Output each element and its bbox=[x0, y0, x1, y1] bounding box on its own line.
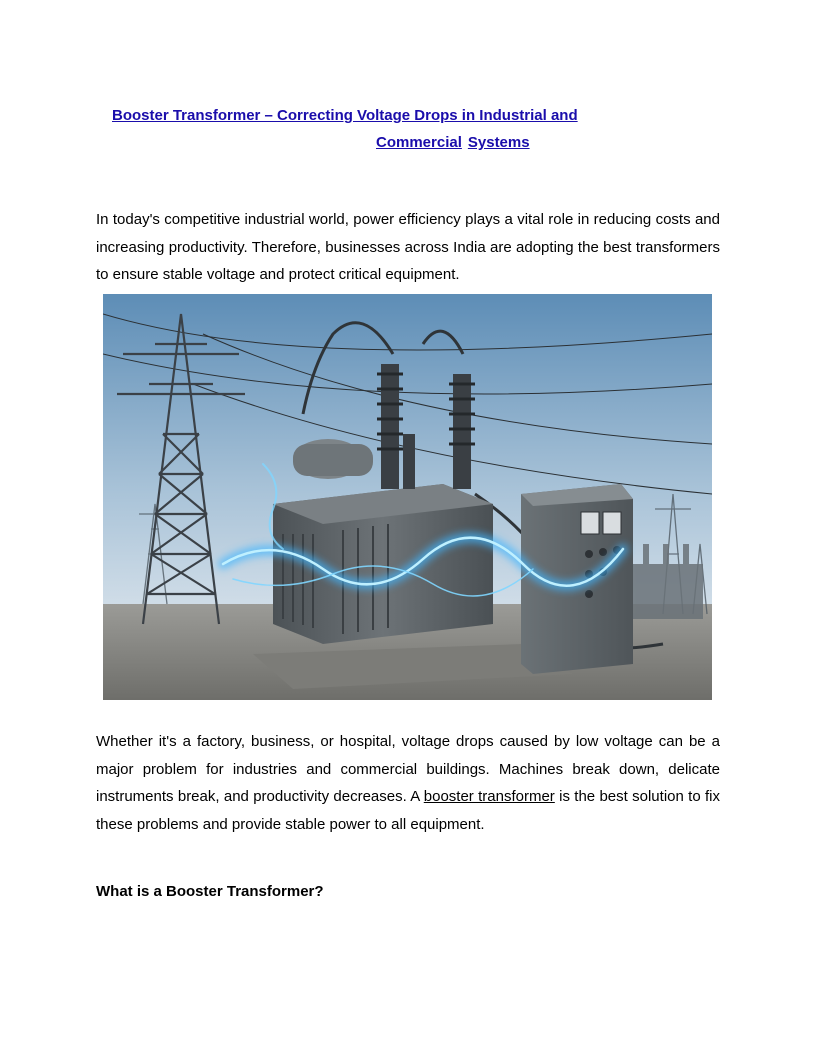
body-text-after-link: is the best solution to fix these problems and provide stable power to all equipment. bbox=[96, 788, 720, 833]
section-heading: What is a Booster Transformer? bbox=[96, 883, 324, 900]
intro-paragraph: In today's competitive industrial world, power efficiency plays a vital role in reducing costs and increasing productivity. Therefore, businesses across India are adopting the best transformers to ensure stable voltage and protect critical equipment. bbox=[96, 211, 720, 283]
hero-image-transformer bbox=[103, 294, 712, 700]
title-link-line1[interactable]: Booster Transformer – Correcting Voltage Drops in Industrial and bbox=[112, 107, 578, 124]
body-paragraph bbox=[96, 728, 720, 838]
title-link-commercial[interactable]: Commercial bbox=[376, 134, 462, 151]
body-text-before-link: Whether it's a factory, business, or hospital, voltage drops caused by low voltage can be a major problem for industries and commercial buildings. Machines break down, delicate instruments break, and productivity decreases. A bbox=[96, 733, 720, 805]
booster-transformer-link[interactable]: booster transformer bbox=[423, 788, 555, 805]
title-line2 bbox=[376, 133, 530, 153]
title-link-systems[interactable]: Systems bbox=[467, 134, 530, 151]
